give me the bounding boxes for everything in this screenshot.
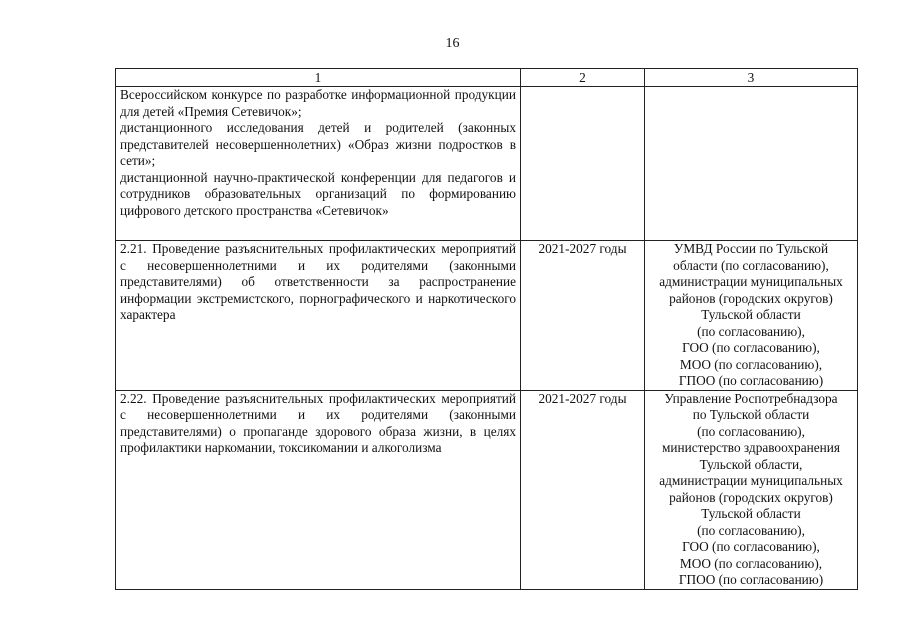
executors-cell — [645, 241, 858, 391]
period-cell — [521, 87, 645, 241]
table-row — [116, 87, 858, 241]
measure-text: дистанционной научно-практической конференции для педагогов и сотрудников образовательных организаций по формированию цифрового детского пространства «Сетевичок» — [120, 169, 516, 218]
measure-text: дистанционного исследования детей и родителей (законных представителей несовершеннолетних) «Образ жизни подростков в сети»; — [120, 120, 516, 168]
period-cell: 2021-2027 годы — [521, 390, 645, 589]
executor-line: УМВД России по Тульской — [673, 241, 829, 256]
executor-line: Тульской области — [701, 307, 801, 322]
measure-text: Всероссийском конкурсе по разработке информационной продукции для детей «Премия Сетевичок»; — [120, 87, 516, 119]
executor-line: (по согласованию), — [697, 423, 805, 439]
executor-line: министерство здравоохранения — [662, 440, 840, 455]
measure-text: 2.22. Проведение разъяснительных профилактических мероприятий с несовершеннолетними и их родителями (законными представителями) о пропаганде здорового образа жизни, в целях профилактики наркомании, токсикомании и алкоголизма — [120, 390, 516, 455]
executor-line: Тульской области, — [699, 456, 803, 472]
executor-line: по Тульской области — [692, 407, 810, 422]
table-row — [116, 390, 858, 589]
period-cell: 2021-2027 годы — [521, 241, 645, 391]
executor-line: администрации муниципальных — [659, 274, 843, 289]
column-header-1: 1 — [116, 69, 521, 87]
executor-line: районов (городских округов) — [669, 489, 833, 505]
executor-line: МОО (по согласованию), — [679, 356, 823, 372]
executors-cell — [645, 87, 858, 241]
executor-line: МОО (по согласованию), — [679, 555, 823, 571]
table-row — [116, 241, 858, 391]
executor-line: (по согласованию), — [697, 323, 805, 339]
executor-line: ГОО (по согласованию), — [682, 340, 820, 355]
executor-line: ГОО (по согласованию), — [682, 539, 820, 554]
column-header-2: 2 — [521, 69, 645, 87]
executors-cell — [645, 390, 858, 589]
executor-line: районов (городских округов) — [669, 290, 833, 306]
measure-text: 2.21. Проведение разъяснительных профилактических мероприятий с несовершеннолетними и их родителями (законными представителями) об ответственности за распространение информации экстремистского, порнографического и наркотического характера — [120, 241, 516, 322]
executor-line: Управление Роспотребнадзора — [664, 390, 838, 406]
executor-line: Тульской области — [701, 506, 801, 521]
column-header-3: 3 — [645, 69, 858, 87]
executor-line: ГПОО (по согласованию) — [678, 373, 824, 388]
page-number: 16 — [445, 36, 460, 51]
measures-table — [115, 68, 858, 590]
measure-description-cell — [116, 390, 521, 589]
measure-description-cell — [116, 87, 521, 241]
executor-line: ГПОО (по согласованию) — [678, 572, 824, 587]
executor-line: (по согласованию), — [697, 522, 805, 538]
measure-description-cell — [116, 241, 521, 391]
table-header-row — [116, 69, 858, 87]
executor-line: администрации муниципальных — [659, 473, 843, 488]
executor-line: области (по согласованию), — [673, 257, 829, 273]
